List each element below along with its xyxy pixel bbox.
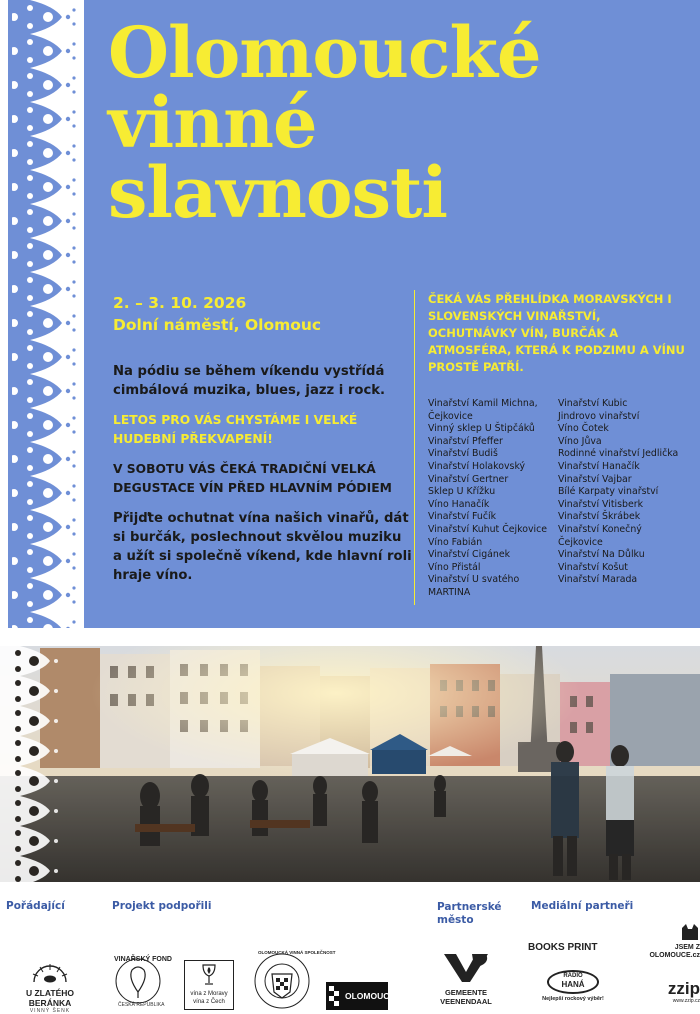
jsem-line2: OLOMOUCE.cz bbox=[649, 952, 700, 959]
radio-line2: HANÁ bbox=[561, 980, 585, 989]
winery-item: Vinařství Škrábek bbox=[558, 511, 641, 523]
vina-moravy-line1: vína z Moravy bbox=[190, 991, 228, 997]
beranek-name: U ZLATÉHO BERÁNKA bbox=[25, 988, 74, 1008]
radio-hana-logo bbox=[536, 970, 610, 1010]
winery-item: Sklep U Křížku bbox=[428, 486, 496, 498]
festival-title bbox=[108, 11, 688, 234]
olomouc-checker-icon bbox=[329, 986, 343, 1006]
partner-city-label-1: Partnerské bbox=[437, 901, 502, 913]
wine-glass-icon bbox=[199, 964, 219, 986]
winery-item: Víno Přistál bbox=[428, 561, 481, 573]
winery-item: Vinařství Kuhut Čejkovice bbox=[428, 523, 548, 535]
title-line-2: vinné bbox=[108, 81, 317, 164]
vina-z-moravy-logo bbox=[184, 960, 234, 1010]
tasting-paragraph: V SOBOTU VÁS ČEKÁ TRADIČNÍ VELKÁ DEGUSTACE VÍN PŘED HLAVNÍM PÓDIEM bbox=[113, 462, 392, 495]
radio-line1: RADIO bbox=[563, 973, 583, 979]
winery-item: Vinařství Pfeffer bbox=[428, 435, 503, 447]
winery-item: Vinařství Holakovský bbox=[428, 460, 526, 472]
winery-item: Vinařství Fučík bbox=[428, 511, 497, 523]
winery-item: Vinařství Vajbar bbox=[558, 473, 632, 485]
winery-item: Vinařství Budiš bbox=[428, 448, 498, 460]
beranek-sub: VINNÝ ŠENK bbox=[29, 1008, 71, 1014]
spolecnost-seal-icon bbox=[252, 950, 312, 1010]
festival-square-photo bbox=[0, 646, 700, 882]
veenendaal-v-icon bbox=[442, 952, 490, 984]
program-text bbox=[113, 362, 413, 596]
winery-item: Vinařství Kamil Michna, bbox=[428, 398, 538, 409]
winery-item: MARTINA bbox=[428, 586, 471, 598]
partner-city-label-2: město bbox=[437, 914, 474, 926]
cat-icon bbox=[680, 924, 700, 940]
sun-ram-icon bbox=[30, 962, 70, 984]
organizer-label: Pořádající bbox=[6, 900, 65, 912]
vina-moravy-line2: vína z Čech bbox=[193, 999, 225, 1005]
event-place: Dolní náměstí, Olomouc bbox=[113, 316, 322, 334]
vinarsky-fond-sub: ČESKÁ REPUBLIKA bbox=[118, 1002, 165, 1008]
winery-list-left bbox=[428, 398, 568, 600]
jsem-z-olomouce-logo bbox=[644, 924, 700, 958]
winery-item: Čejkovice bbox=[558, 536, 603, 548]
column-divider bbox=[414, 290, 415, 605]
winery-item: Vinařství Košut bbox=[558, 561, 628, 573]
supported-label: Projekt podpořili bbox=[112, 900, 212, 912]
zzip-sub: www.zzip.cz bbox=[672, 998, 700, 1004]
winery-item: Víno Fabián bbox=[428, 536, 483, 548]
winery-list-right bbox=[558, 398, 698, 587]
partner-city-label bbox=[437, 901, 502, 927]
vinarsky-fond-name: VINAŘSKÝ FOND bbox=[114, 956, 172, 963]
vinna-spolecnost-logo bbox=[252, 950, 312, 1010]
winery-item: Vinařství Na Důlku bbox=[558, 549, 645, 561]
olomouc-name: OLOMOUC bbox=[345, 991, 390, 1001]
music-paragraph: Na pódiu se během víkendu vystřídá cimbálová muzika, blues, jazz i rock. bbox=[113, 364, 386, 398]
veenendaal-logo bbox=[436, 952, 496, 1010]
winery-item: Vinařství Gertner bbox=[428, 473, 509, 485]
beranek-logo bbox=[4, 962, 96, 1014]
winery-item: Vinný sklep U Štipčáků bbox=[428, 423, 535, 435]
winery-item: Vinařství Marada bbox=[558, 574, 638, 586]
winery-item: Jindrovo vinařství bbox=[558, 410, 640, 422]
winery-item: Víno Jůva bbox=[558, 435, 602, 447]
winery-item: Bílé Karpaty vinařství bbox=[558, 486, 659, 498]
winery-item: Rodinné vinařství Jedlička bbox=[558, 448, 679, 460]
books-print-logo: BOOKS PRINT bbox=[528, 942, 598, 953]
radio-hana-oval bbox=[547, 970, 599, 994]
zzip-name: zzip bbox=[667, 979, 700, 998]
spolecnost-name: OLOMOUCKÁ VINNÁ SPOLEČNOST bbox=[258, 950, 336, 955]
winery-item: Vinařství U svatého bbox=[428, 574, 520, 586]
winery-item: Vinařství Vitisberk bbox=[558, 498, 644, 510]
lace-border-decoration bbox=[0, 0, 84, 628]
olomouc-logo bbox=[326, 982, 388, 1010]
media-label: Mediální partneři bbox=[531, 900, 634, 912]
event-date-place bbox=[113, 292, 413, 336]
title-line-1: Olomoucké bbox=[108, 11, 541, 94]
winery-item: Vinařství Hanačík bbox=[558, 460, 640, 472]
winery-item: Víno Čotek bbox=[558, 423, 609, 435]
zzip-logo bbox=[648, 980, 700, 1010]
winery-item: Vinařství Kubic bbox=[558, 398, 628, 409]
winery-item: Čejkovice bbox=[428, 410, 473, 422]
gemeente-line2: VEENENDAAL bbox=[440, 997, 492, 1006]
gemeente-line1: GEMEENTE bbox=[444, 988, 488, 997]
jsem-line1: JSEM Z bbox=[674, 944, 700, 951]
surprise-paragraph: LETOS PRO VÁS CHYSTÁME I VELKÉ HUDEBNÍ PŘEKVAPENÍ! bbox=[113, 413, 358, 446]
winery-item: Víno Hanačík bbox=[428, 498, 490, 510]
radio-sub: Nejlepší rockový výběr! bbox=[542, 996, 604, 1002]
winery-item: Vinařství Konečný bbox=[558, 523, 642, 535]
winery-item: Vinařství Cigánek bbox=[428, 549, 511, 561]
highlight-text: ČEKÁ VÁS PŘEHLÍDKA MORAVSKÝCH I SLOVENSKÝCH VINAŘSTVÍ, OCHUTNÁVKY VÍN, BURČÁK A ATMOSFÉRA, KTERÁ K PODZIMU A VÍNU PROSTĚ PATŘÍ. bbox=[428, 292, 685, 374]
photo-lace-decoration bbox=[0, 646, 66, 882]
invite-paragraph: Přijďte ochutnat vína našich vinařů, dát si burčák, poslechnout skvělou muziku a užít si společně víkend, kde hlavní roli hraje víno. bbox=[113, 511, 412, 583]
event-date: 2. – 3. 10. 2026 bbox=[113, 294, 247, 312]
title-line-3: slavnosti bbox=[108, 151, 447, 234]
